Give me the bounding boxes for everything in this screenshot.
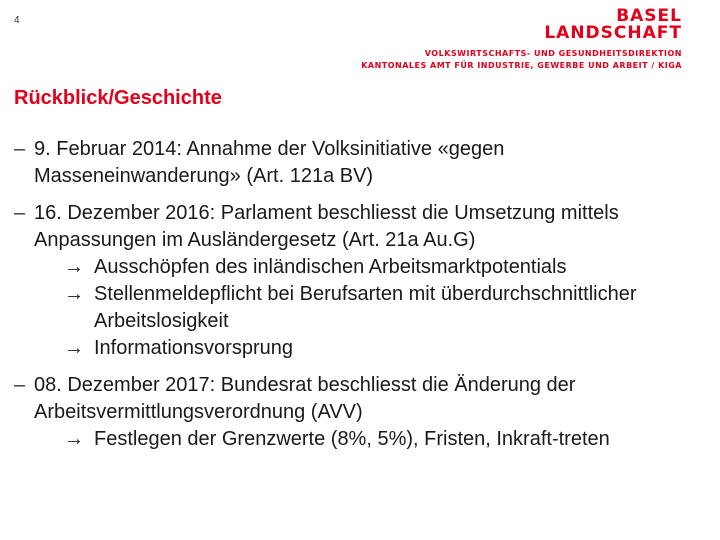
department-header [361, 48, 682, 72]
department-line-2: KANTONALES AMT FÜR INDUSTRIE, GEWERBE UND ARBEIT / KIGA [361, 61, 682, 70]
sub-item-text: Stellenmeldepflicht bei Berufsarten mit überdurchschnittlicher Arbeitslosigkeit [94, 283, 637, 332]
bullet-text: 08. Dezember 2017: Bundesrat beschliesst die Änderung der Arbeitsvermittlungsverordnung (AVV) [34, 374, 576, 423]
arrow-icon: → [64, 256, 84, 278]
arrow-icon: → [64, 428, 84, 450]
sub-item [64, 254, 704, 281]
sub-item [64, 335, 704, 362]
sub-item-text: Festlegen der Grenzwerte (8%, 5%), Fristen, Inkraft-treten [94, 428, 610, 450]
basel-landschaft-logo [544, 8, 682, 42]
arrow-icon: → [64, 283, 84, 305]
bullet-item-3 [14, 372, 704, 453]
page-number: 4 [14, 15, 20, 26]
department-line-1: VOLKSWIRTSCHAFTS- UND GESUNDHEITSDIREKTION [424, 49, 682, 58]
bullet-text: 16. Dezember 2016: Parlament beschliesst die Umsetzung mittels Anpassungen im Ausländergesetz (Art. 21a Au.G) [34, 202, 619, 251]
bullet-text: 9. Februar 2014: Annahme der Volksinitiative «gegen Masseneinwanderung» (Art. 121a BV) [34, 138, 505, 187]
bullet-dash: – [14, 374, 26, 396]
logo-line-2: LANDSCHAFT [544, 23, 682, 43]
slide-title: Rückblick/Geschichte [14, 87, 222, 109]
bullet-dash: – [14, 138, 26, 160]
sub-item [64, 426, 704, 453]
sub-item [64, 281, 704, 335]
arrow-icon: → [64, 337, 84, 359]
bullet-dash: – [14, 202, 26, 224]
bullet-item-2 [14, 200, 704, 362]
sub-item-text: Ausschöpfen des inländischen Arbeitsmarktpotentials [94, 256, 567, 278]
bullet-item-1 [14, 136, 704, 190]
bullet-list [14, 136, 704, 463]
sub-item-text: Informationsvorsprung [94, 337, 293, 359]
logo-line-1: BASEL [616, 6, 682, 26]
